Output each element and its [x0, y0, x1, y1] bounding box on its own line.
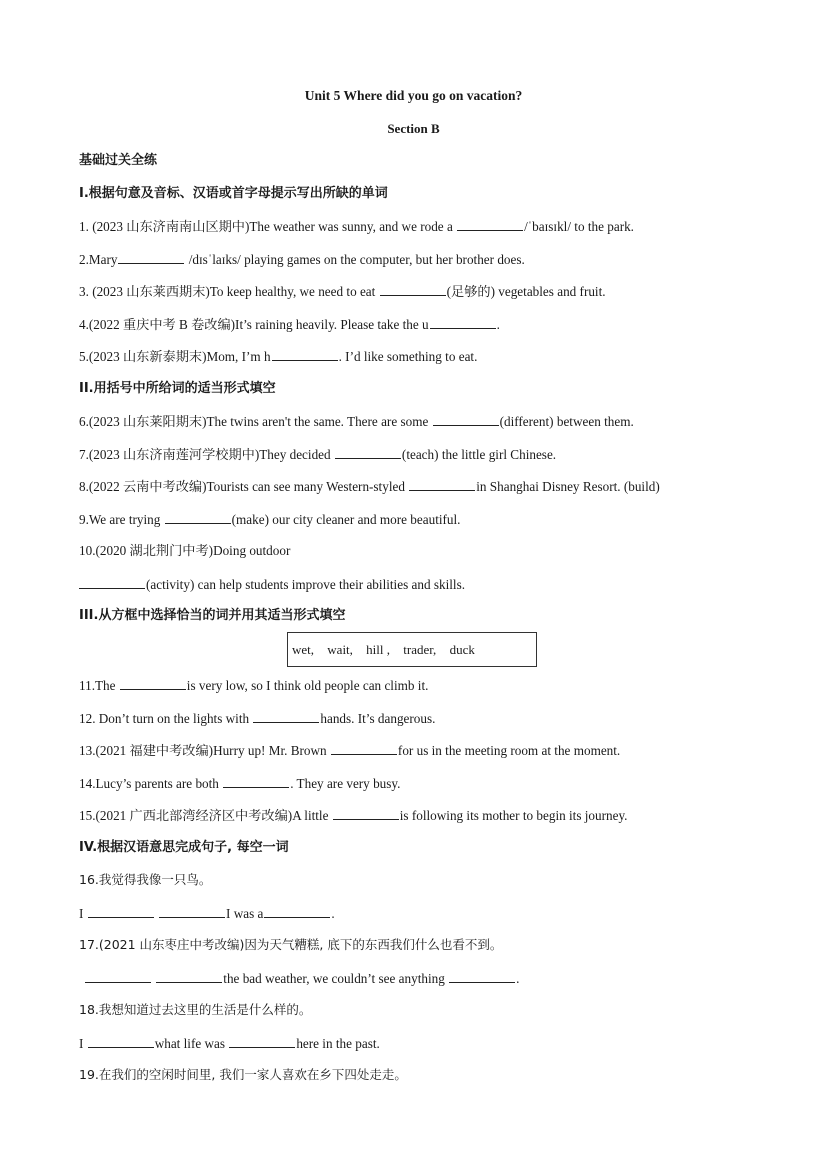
answer-blank[interactable] — [88, 1034, 154, 1048]
answer-blank[interactable] — [165, 510, 231, 524]
question-19-prompt: 19.在我们的空闲时间里, 我们一家人喜欢在乡下四处走走。 — [79, 1067, 407, 1082]
answer-blank[interactable] — [264, 904, 330, 918]
question-8: 8.(2022 云南中考改编)Tourists can see many Western-styled in Shanghai Disney Resort. (build) — [79, 479, 660, 494]
answer-blank[interactable] — [433, 412, 499, 426]
answer-blank[interactable] — [118, 250, 184, 264]
answer-blank[interactable] — [229, 1034, 295, 1048]
section-main-heading: 基础过关全练 — [79, 153, 158, 168]
question-7: 7.(2023 山东济南莲河学校期中)They decided (teach) the little girl Chinese. — [79, 447, 557, 462]
answer-blank[interactable] — [333, 806, 399, 820]
section-subtitle: Section B — [387, 121, 440, 136]
part4-heading: IV.根据汉语意思完成句子, 每空一词 — [79, 840, 289, 855]
question-14: 14.Lucy’s parents are both . They are very busy. — [79, 776, 401, 791]
word-bank-item: duck — [449, 642, 475, 657]
page-title: Unit 5 Where did you go on vacation? — [304, 88, 523, 103]
answer-blank[interactable] — [409, 477, 475, 491]
question-11: 11.The is very low, so I think old people can climb it. — [79, 678, 429, 693]
answer-blank[interactable] — [88, 904, 154, 918]
question-17: the bad weather, we couldn’t see anything . — [84, 969, 519, 988]
answer-blank[interactable] — [253, 709, 319, 723]
word-bank-item: trader, — [403, 642, 437, 657]
answer-blank[interactable] — [331, 741, 397, 755]
word-bank-box — [287, 632, 537, 667]
answer-blank[interactable] — [430, 315, 496, 329]
answer-blank[interactable] — [223, 774, 289, 788]
question-13: 13.(2021 福建中考改编)Hurry up! Mr. Brown for us in the meeting room at the moment. — [79, 743, 621, 758]
part1-heading: I.根据句意及音标、汉语或首字母提示写出所缺的单词 — [79, 186, 388, 201]
question-16: I I was a . — [79, 906, 335, 921]
question-10-cont: (activity) can help students improve their abilities and skills. — [79, 575, 465, 594]
answer-blank[interactable] — [120, 676, 186, 690]
question-10: 10.(2020 湖北荆门中考)Doing outdoor — [79, 543, 291, 558]
word-bank-item: hill , — [366, 642, 391, 657]
question-1: 1. (2023 山东济南南山区期中)The weather was sunny, and we rode a /ˈbaɪsɪkl/ to the park. — [79, 219, 634, 234]
answer-blank[interactable] — [156, 969, 222, 983]
answer-blank[interactable] — [449, 969, 515, 983]
question-17-prompt: 17.(2021 山东枣庄中考改编)因为天气糟糕, 底下的东西我们什么也看不到。 — [79, 937, 503, 952]
part3-heading: III.从方框中选择恰当的词并用其适当形式填空 — [79, 608, 346, 623]
question-9: 9.We are trying (make) our city cleaner and more beautiful. — [79, 512, 461, 527]
question-4: 4.(2022 重庆中考 B 卷改编)It’s raining heavily. Please take the u . — [79, 317, 500, 332]
question-15: 15.(2021 广西北部湾经济区中考改编)A little is following its mother to begin its journey. — [79, 808, 628, 823]
answer-blank[interactable] — [272, 347, 338, 361]
question-12: 12. Don’t turn on the lights with hands. It’s dangerous. — [79, 711, 436, 726]
word-bank-item: wait, — [327, 642, 353, 657]
question-18-prompt: 18.我想知道过去这里的生活是什么样的。 — [79, 1002, 312, 1017]
question-18: I what life was here in the past. — [79, 1036, 380, 1051]
answer-blank[interactable] — [457, 217, 523, 231]
answer-blank[interactable] — [159, 904, 225, 918]
answer-blank[interactable] — [335, 445, 401, 459]
question-16-prompt: 16.我觉得我像一只鸟。 — [79, 872, 212, 887]
question-2: 2.Mary /dɪsˈlaɪks/ playing games on the computer, but her brother does. — [79, 252, 525, 267]
answer-blank[interactable] — [85, 969, 151, 983]
question-6: 6.(2023 山东莱阳期末)The twins aren't the same. There are some (different) between them. — [79, 414, 634, 429]
answer-blank[interactable] — [380, 282, 446, 296]
word-bank-item: wet, — [292, 642, 315, 657]
question-3: 3. (2023 山东莱西期末)To keep healthy, we need to eat (足够的) vegetables and fruit. — [79, 284, 606, 299]
question-5: 5.(2023 山东新泰期末)Mom, I’m h . I’d like something to eat. — [79, 349, 478, 364]
part2-heading: II.用括号中所给词的适当形式填空 — [79, 381, 276, 396]
answer-blank[interactable] — [79, 575, 145, 589]
